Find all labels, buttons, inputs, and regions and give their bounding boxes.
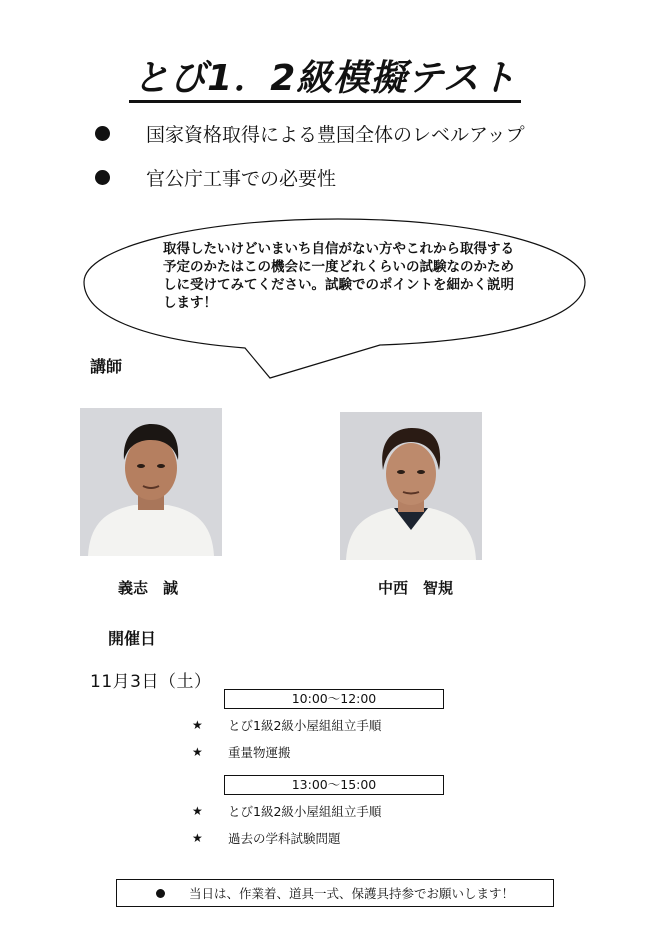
star-icon: ★ <box>192 718 203 732</box>
bullet-dot-icon <box>95 126 110 141</box>
star-icon: ★ <box>192 745 203 759</box>
session-item: ★ 過去の学科試験問題 <box>192 831 341 846</box>
session-item: ★ 重量物運搬 <box>192 745 291 760</box>
notice-text: 当日は、作業着、道具一式、保護具持参でお願いします！ <box>188 886 514 901</box>
session-item: ★ とび1級2級小屋組組立手順 <box>192 804 382 819</box>
bullet-text: 国家資格取得による豊国全体のレベルアップ <box>146 124 525 146</box>
bullet-dot-icon <box>95 170 110 185</box>
session-time: 10:00～12:00 <box>224 689 444 709</box>
instructor-heading: 講師 <box>90 357 123 376</box>
bullet-point <box>95 120 525 147</box>
bullet-text: 官公庁工事での必要性 <box>146 168 337 190</box>
speech-bubble-text: 取得したいけどいまいち自信がない方やこれから取得する予定のかたはこの機会に一度どれくらいの試験なのかためしに受けてみてください。試験でのポイントを細かく説明します！ <box>163 241 514 311</box>
star-icon: ★ <box>192 804 203 818</box>
instructor-name: 義志 誠 <box>118 579 179 597</box>
instructor-name: 中西 智規 <box>378 579 454 597</box>
page-title: とび1．2級模擬テスト <box>0 50 650 101</box>
notice-box <box>116 879 554 907</box>
person-photo-icon <box>80 408 222 556</box>
star-icon: ★ <box>192 831 203 845</box>
event-date: 11月3日（土） <box>90 672 212 692</box>
session-time: 13:00～15:00 <box>224 775 444 795</box>
instructor-photo <box>340 412 482 560</box>
event-heading: 開催日 <box>108 629 157 648</box>
person-photo-icon <box>340 412 482 560</box>
instructor-photo <box>80 408 222 556</box>
bullet-point <box>95 164 336 191</box>
bullet-dot-icon <box>156 889 165 898</box>
session-item: ★ とび1級2級小屋組組立手順 <box>192 718 382 733</box>
